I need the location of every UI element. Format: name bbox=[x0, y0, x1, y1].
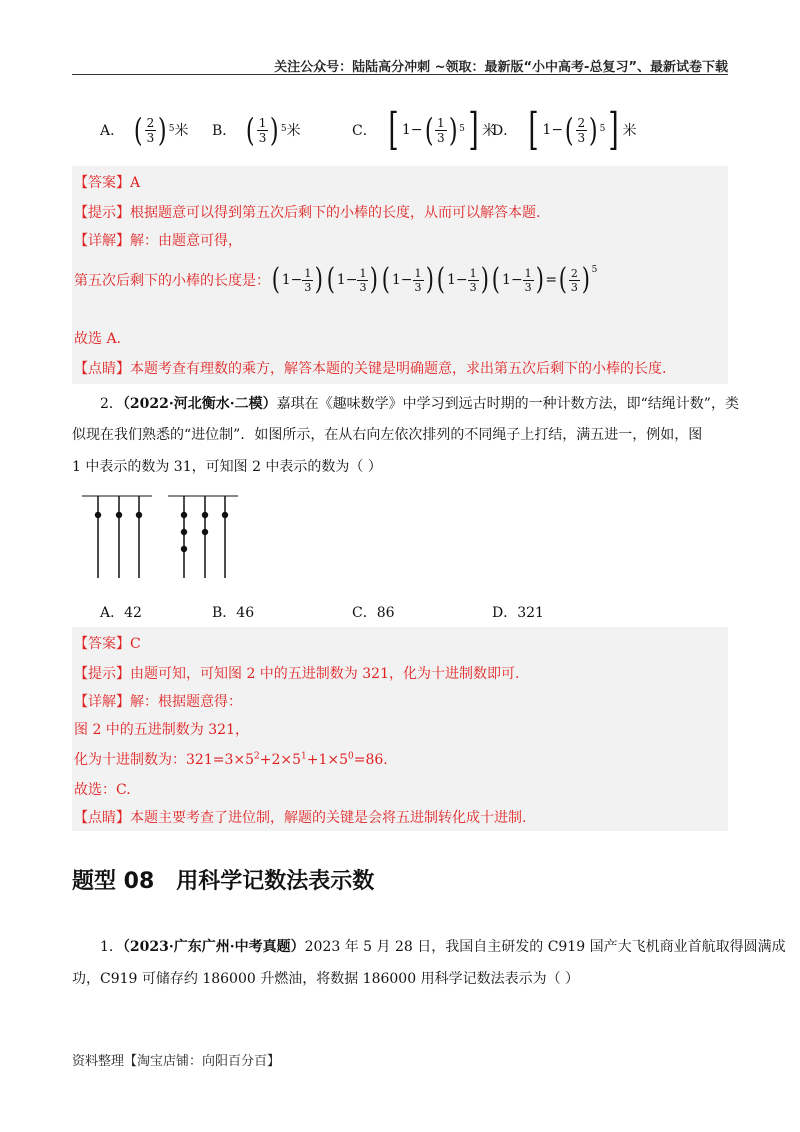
knot bbox=[136, 512, 142, 518]
knot-counting-figure bbox=[80, 492, 250, 584]
figure-1 bbox=[82, 496, 152, 578]
option-b[interactable]: B． ( $\frac{1}{3}$ ) 5 米 bbox=[212, 111, 301, 149]
q2-choose: 故选：C. bbox=[74, 782, 131, 798]
q2-answer: 【答案】C bbox=[74, 636, 141, 652]
figure-2 bbox=[168, 496, 238, 578]
q2-option-c[interactable]: C．86 bbox=[352, 605, 395, 621]
knot bbox=[222, 512, 228, 518]
q3-source: （2023·广东广州·中考真题） bbox=[122, 939, 305, 955]
q2-hint: 【提示】由题可知，可知图 2 中的五进制数为 321，化为十进制数即可. bbox=[74, 666, 520, 682]
header-divider bbox=[72, 74, 728, 75]
q2-line1: 2．（2022·河北衡水·二模）嘉琪在《趣味数学》中学习到远古时期的一种计数方法，即“结绳计数”，类 bbox=[100, 396, 739, 412]
q2-solution-box bbox=[72, 627, 728, 831]
q1-answer: 【答案】A bbox=[74, 175, 141, 191]
knot bbox=[202, 529, 208, 535]
q1-detail: 【详解】解：由题意可得， bbox=[74, 233, 242, 249]
section-title: 题型 08 用科学记数法表示数 bbox=[72, 869, 375, 894]
q1-hint: 【提示】根据题意可以得到第五次后剩下的小棒的长度，从而可以解答本题. bbox=[74, 205, 541, 221]
option-c[interactable]: C． [ 1− ( $\frac{1}{3}$ ) 5 ] 米 bbox=[352, 104, 497, 155]
q3-line2: 功，C919 可储存约 186000 升燃油，将数据 186000 用科学记数法表示为（ ） bbox=[72, 971, 580, 987]
q1-product-expression: ( 1− $\frac{1}{3}$ ) ( 1− $\frac{1}{3}$ ) ( 1− $\frac{1}{3}$ ) ( 1− $\frac{1}{3}$ ) ( 1− $\frac{1}{3}$ ) = ( $\frac{2}{3}$ ) 5 bbox=[271, 262, 598, 297]
knot bbox=[202, 512, 208, 518]
knot bbox=[181, 546, 187, 552]
q1-options bbox=[100, 100, 700, 160]
page-footer: 资料整理【淘宝店铺：向阳百分百】 bbox=[72, 1054, 281, 1069]
q2-option-d[interactable]: D．321 bbox=[492, 605, 544, 621]
q2-line2: 似现在我们熟悉的“进位制”．如图所示，在从右向左依次排列的不同绳子上打结，满五进一，例如，图 bbox=[72, 427, 703, 443]
q2-source: （2022·河北衡水·二模） bbox=[122, 396, 277, 412]
page-header: 关注公众号：陆陆高分冲刺 ~领取：最新版“小中高考-总复习”、最新试卷下载 bbox=[274, 60, 728, 75]
option-b-label: B． bbox=[212, 123, 237, 139]
q1-choose: 故选 A. bbox=[74, 331, 122, 347]
knot bbox=[181, 529, 187, 535]
knot bbox=[116, 512, 122, 518]
option-a[interactable]: A． ( $\frac{2}{3}$ ) 5 米 bbox=[100, 111, 189, 149]
q2-comment: 【点睛】本题主要考查了进位制，解题的关键是会将五进制转化成十进制. bbox=[74, 810, 527, 826]
q2-detail: 【详解】解：根据题意得： bbox=[74, 694, 242, 710]
q1-calculation bbox=[74, 262, 597, 298]
option-d[interactable]: D． [ 1− ( $\frac{2}{3}$ ) 5 ] 米 bbox=[492, 104, 637, 155]
knot bbox=[181, 512, 187, 518]
q1-comment: 【点睛】本题考查有理数的乘方，解答本题的关键是明确题意，求出第五次后剩下的小棒的长度. bbox=[74, 361, 667, 377]
option-a-label: A． bbox=[100, 123, 125, 139]
q2-option-b[interactable]: B．46 bbox=[212, 605, 255, 621]
q2-base5-number: 图 2 中的五进制数为 321， bbox=[74, 722, 249, 738]
option-d-label: D． bbox=[492, 123, 518, 139]
q2-conversion: 化为十进制数为：$321=3\times 5^2+2\times 5^1+1\times 5^0=86$. bbox=[74, 751, 388, 768]
q2-line3: 1 中表示的数为 31，可知图 2 中表示的数为（ ） bbox=[72, 459, 382, 475]
q3-line1: 1．（2023·广东广州·中考真题）2023 年 5 月 28 日，我国自主研发的 C919 国产大飞机商业首航取得圆满成 bbox=[100, 939, 786, 955]
option-c-label: C． bbox=[352, 123, 377, 139]
knot bbox=[95, 512, 101, 518]
q2-option-a[interactable]: A．42 bbox=[100, 605, 142, 621]
q1-calc-label: 第五次后剩下的小棒的长度是： bbox=[74, 273, 270, 289]
q1-solution-box bbox=[72, 166, 728, 384]
